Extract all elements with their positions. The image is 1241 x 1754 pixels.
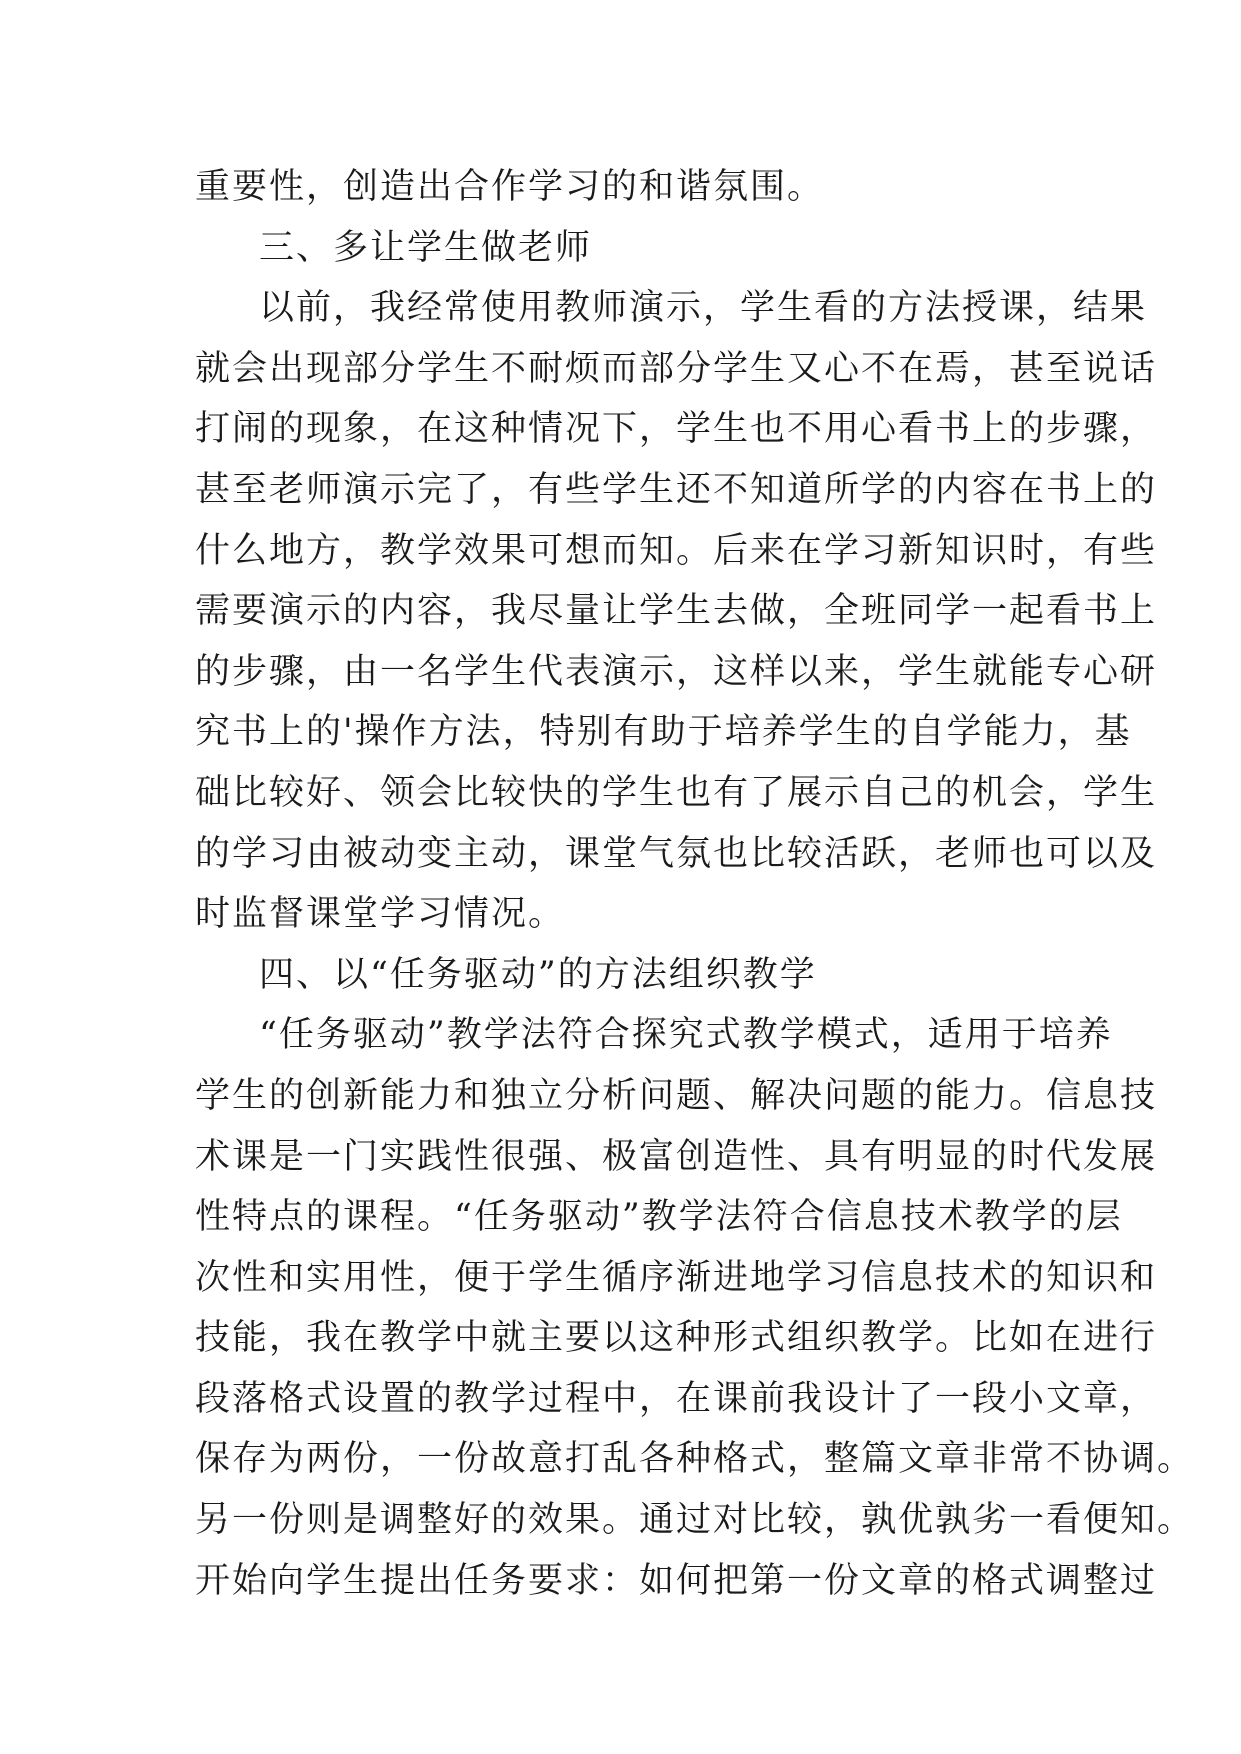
text-line: 什么地方，教学效果可想而知。后来在学习新知识时，有些 <box>195 530 1158 571</box>
text-line: 时监督课堂学习情况。 <box>195 894 566 935</box>
text-line: 打闹的现象，在这种情况下，学生也不用心看书上的步骤， <box>195 409 1158 450</box>
body-text <box>195 157 1195 1611</box>
text-line: 需要演示的内容，我尽量让学生去做，全班同学一起看书上 <box>195 591 1158 632</box>
text-line: 学生的创新能力和独立分析问题、解决问题的能力。信息技 <box>195 1075 1158 1116</box>
text-line: 三、多让学生做老师 <box>259 227 593 268</box>
text-line: 四、以“任务驱动”的方法组织教学 <box>259 954 817 995</box>
text-line: 技能，我在教学中就主要以这种形式组织教学。比如在进行 <box>195 1318 1158 1359</box>
text-line: 保存为两份，一份故意打乱各种格式，整篇文章非常不协调。 <box>195 1439 1195 1480</box>
text-line: 术课是一门实践性很强、极富创造性、具有明显的时代发展 <box>195 1136 1158 1177</box>
text-line: 次性和实用性，便于学生循序渐进地学习信息技术的知识和 <box>195 1257 1158 1298</box>
text-line: 究书上的'操作方法，特别有助于培养学生的自学能力，基 <box>195 712 1132 753</box>
text-line: 的学习由被动变主动，课堂气氛也比较活跃，老师也可以及 <box>195 833 1158 874</box>
text-line: 另一份则是调整好的效果。通过对比较，孰优孰劣一看便知。 <box>195 1500 1195 1541</box>
text-line: 就会出现部分学生不耐烦而部分学生又心不在焉，甚至说话 <box>195 348 1158 389</box>
text-line: 甚至老师演示完了，有些学生还不知道所学的内容在书上的 <box>195 469 1158 510</box>
text-line: 础比较好、领会比较快的学生也有了展示自己的机会，学生 <box>195 772 1158 813</box>
text-line: 开始向学生提出任务要求：如何把第一份文章的格式调整过 <box>195 1560 1158 1601</box>
text-line: 性特点的课程。“任务驱动”教学法符合信息技术教学的层 <box>195 1197 1123 1238</box>
text-line: “任务驱动”教学法符合探究式教学模式，适用于培养 <box>259 1015 1113 1056</box>
text-line: 重要性，创造出合作学习的和谐氛围。 <box>195 167 825 207</box>
text-line: 的步骤，由一名学生代表演示，这样以来，学生就能专心研 <box>195 651 1158 692</box>
text-line: 以前，我经常使用教师演示，学生看的方法授课，结果 <box>259 288 1148 329</box>
text-line: 段落格式设置的教学过程中，在课前我设计了一段小文章， <box>195 1378 1158 1419</box>
